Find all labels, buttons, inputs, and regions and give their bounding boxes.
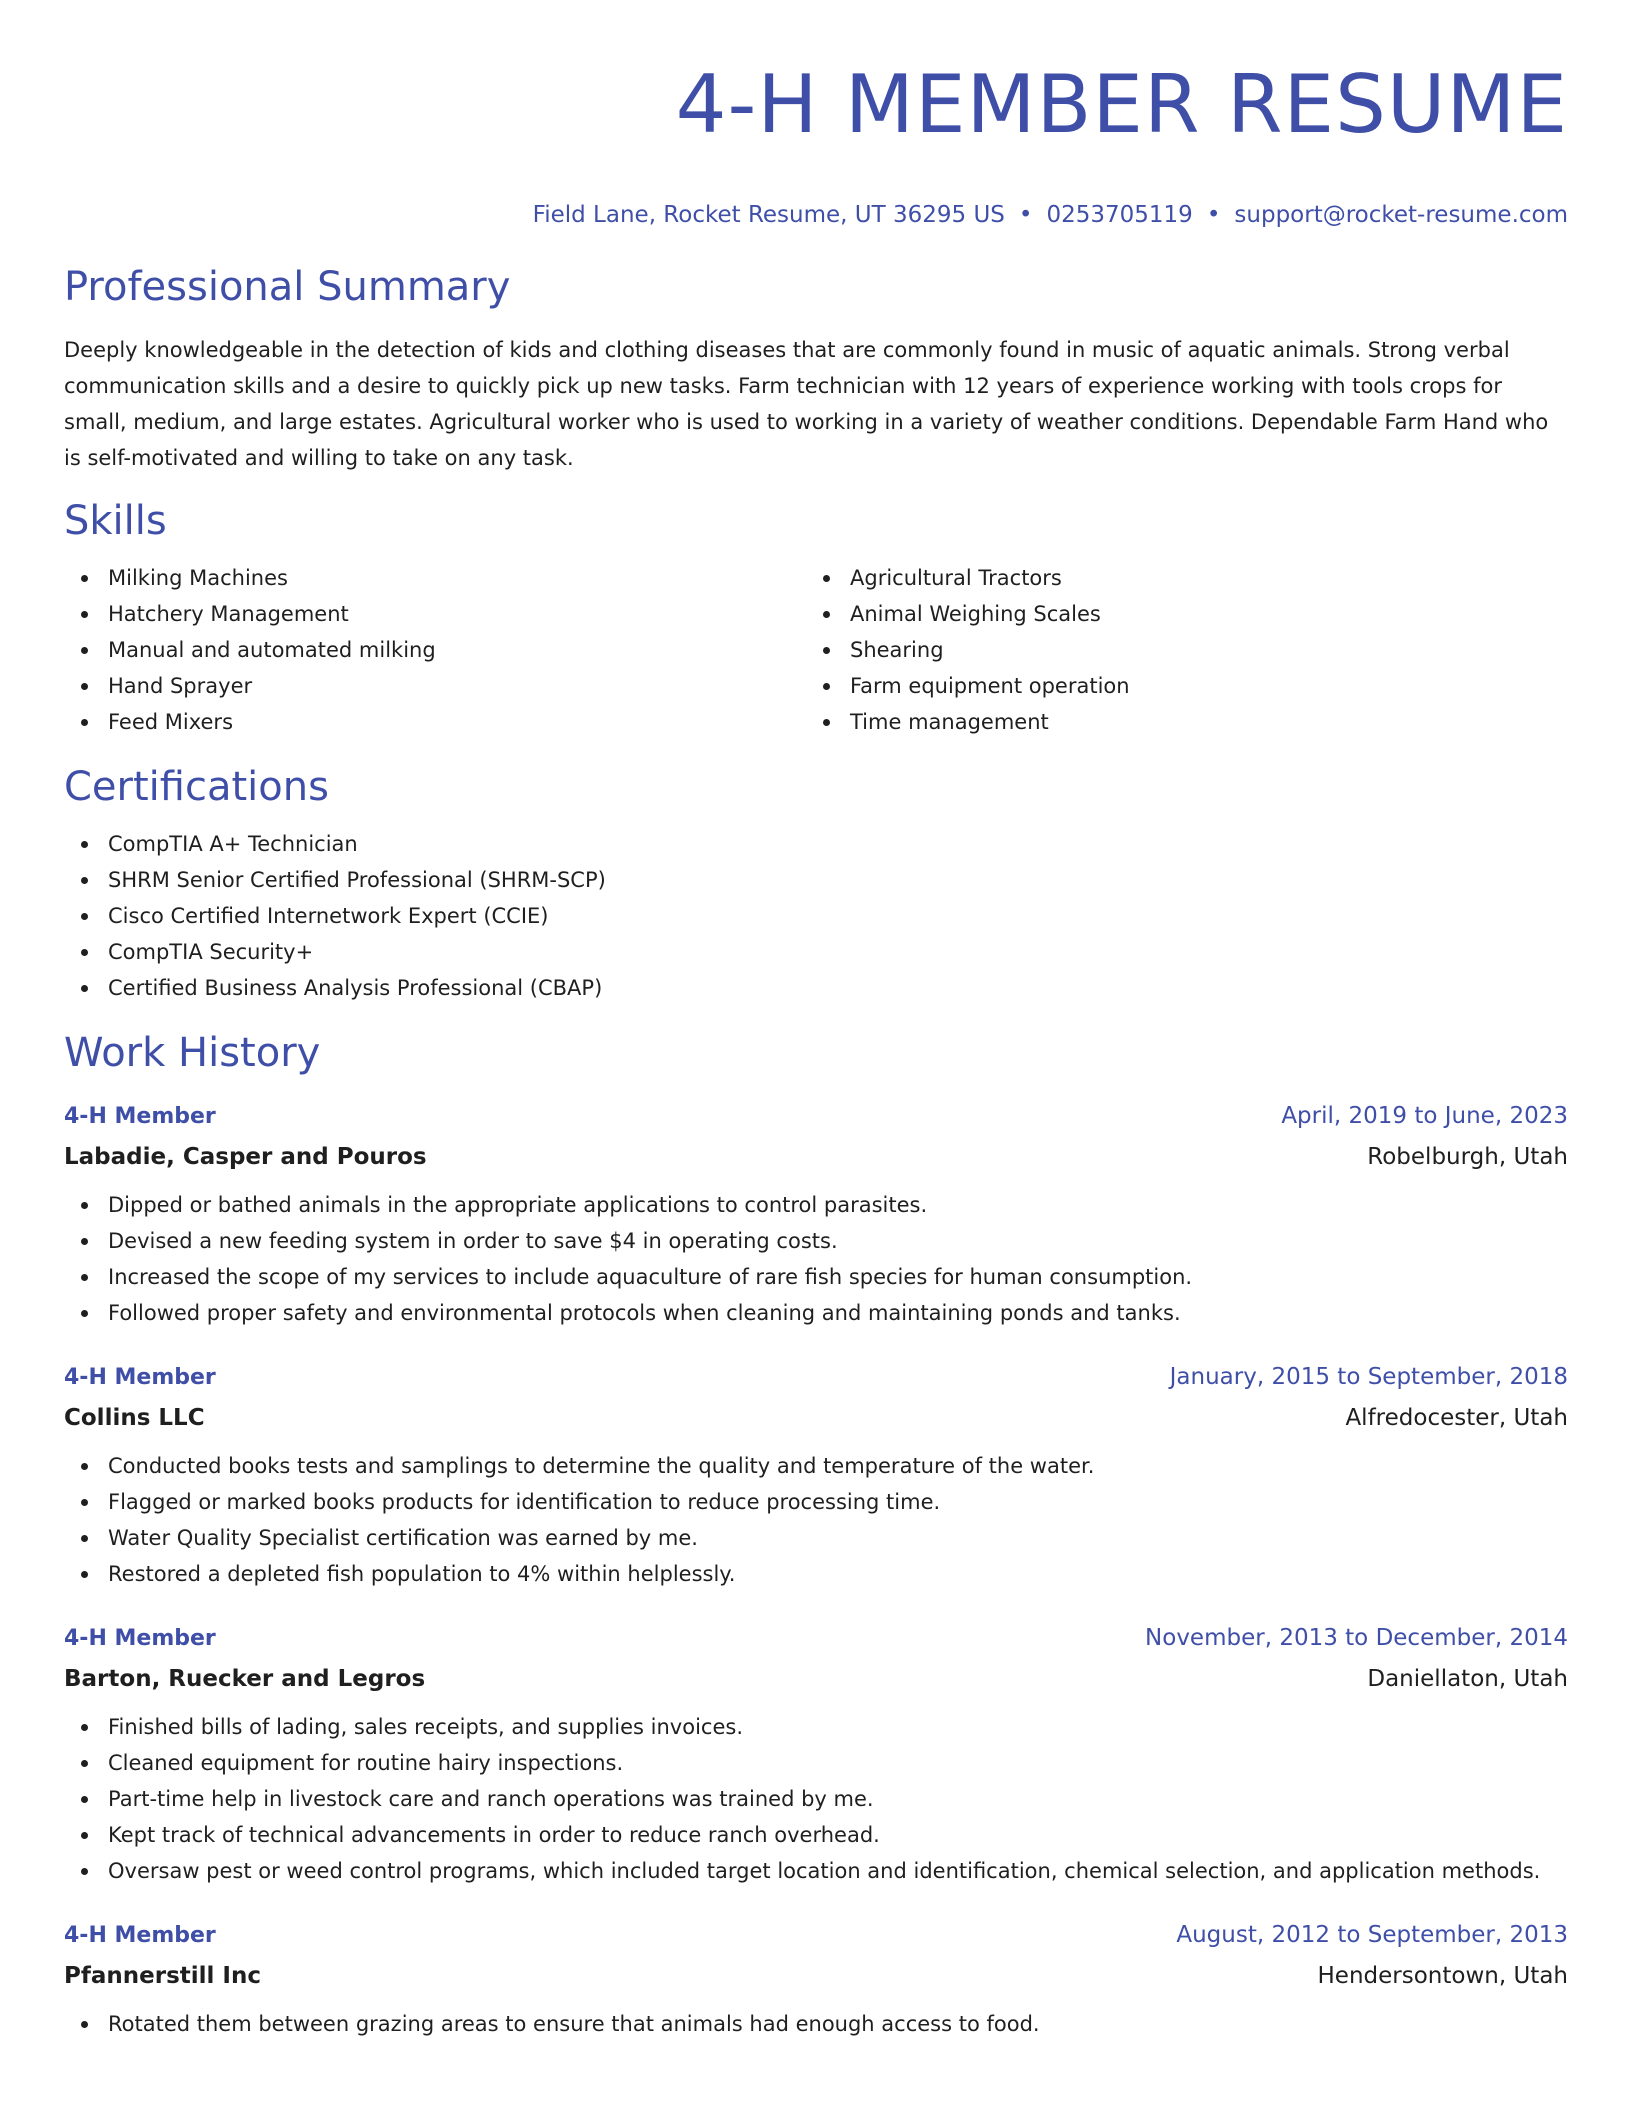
job-duty: Increased the scope of my services to include aquaculture of rare fish species for human consumption. xyxy=(64,1259,1568,1295)
resume-header xyxy=(64,50,1568,230)
resume-title: 4-H MEMBER RESUME xyxy=(675,58,1568,151)
job-entry xyxy=(64,1915,1568,2042)
job-header-row xyxy=(64,1357,1568,1398)
job-employer-row xyxy=(64,1137,1568,1177)
job-duties-list xyxy=(64,1187,1568,1331)
job-employer-row xyxy=(64,1956,1568,1996)
job-employer-row xyxy=(64,1398,1568,1438)
contact-phone: 0253705119 xyxy=(1046,202,1193,228)
job-duty: Kept track of technical advancements in order to reduce ranch overhead. xyxy=(64,1817,1568,1853)
job-header-row xyxy=(64,1915,1568,1956)
skills-heading: Skills xyxy=(64,498,167,544)
job-company: Labadie, Casper and Pouros xyxy=(64,1144,427,1170)
job-company: Pfannerstill Inc xyxy=(64,1963,261,1989)
job-duty: Water Quality Specialist certification was earned by me. xyxy=(64,1520,1568,1556)
contact-line xyxy=(64,200,1568,230)
job-company: Collins LLC xyxy=(64,1405,205,1431)
job-duty: Devised a new feeding system in order to save $4 in operating costs. xyxy=(64,1223,1568,1259)
job-dates: November, 2013 to December, 2014 xyxy=(1145,1625,1568,1651)
skills-grid xyxy=(64,560,1568,740)
skill-item: Agricultural Tractors xyxy=(806,560,1548,596)
job-role: 4-H Member xyxy=(64,1104,216,1129)
certifications-section xyxy=(64,762,1568,1006)
certifications-heading: Certifications xyxy=(64,764,329,810)
job-duty: Flagged or marked books products for identification to reduce processing time. xyxy=(64,1484,1568,1520)
job-duty: Finished bills of lading, sales receipts, and supplies invoices. xyxy=(64,1709,1568,1745)
job-duty: Conducted books tests and samplings to determine the quality and temperature of the water. xyxy=(64,1448,1568,1484)
job-duty: Dipped or bathed animals in the appropriate applications to control parasites. xyxy=(64,1187,1568,1223)
work-history-section xyxy=(64,1028,1568,2042)
skill-item: Shearing xyxy=(806,632,1548,668)
skills-list-left xyxy=(64,560,806,740)
job-duty: Part-time help in livestock care and ranch operations was trained by me. xyxy=(64,1781,1568,1817)
job-role: 4-H Member xyxy=(64,1365,216,1390)
job-duty: Restored a depleted fish population to 4% within helplessly. xyxy=(64,1556,1568,1592)
job-duty: Cleaned equipment for routine hairy inspections. xyxy=(64,1745,1568,1781)
skill-item: Manual and automated milking xyxy=(64,632,806,668)
skill-item: Milking Machines xyxy=(64,560,806,596)
job-duties-list xyxy=(64,1448,1568,1592)
job-company: Barton, Ruecker and Legros xyxy=(64,1666,426,1692)
skills-list-right xyxy=(806,560,1548,740)
skill-item: Time management xyxy=(806,704,1548,740)
job-employer-row xyxy=(64,1659,1568,1699)
job-location: Robelburgh, Utah xyxy=(1367,1144,1568,1170)
skill-item: Hatchery Management xyxy=(64,596,806,632)
skill-item: Animal Weighing Scales xyxy=(806,596,1548,632)
contact-separator: • xyxy=(1206,202,1221,228)
job-duties-list xyxy=(64,1709,1568,1889)
job-duty: Oversaw pest or weed control programs, which included target location and identification, chemical selection, and application methods. xyxy=(64,1853,1568,1889)
job-dates: January, 2015 to September, 2018 xyxy=(1169,1364,1568,1390)
job-role: 4-H Member xyxy=(64,1923,216,1948)
summary-heading: Professional Summary xyxy=(64,264,511,310)
job-entry xyxy=(64,1618,1568,1889)
summary-text: Deeply knowledgeable in the detection of kids and clothing diseases that are commonly found in music of aquatic animals. Strong verbal communication skills and a desire to quickly pick up new tasks. Farm technician with 12 years of experience working with tools crops for small, medium, and large estates. Agricultural worker who is used to working in a variety of weather conditions. Dependable Farm Hand who is self-motivated and willing to take on any task. xyxy=(64,338,1549,470)
job-duty: Rotated them between grazing areas to ensure that animals had enough access to food. xyxy=(64,2006,1568,2042)
certification-item: CompTIA A+ Technician xyxy=(64,826,1568,862)
certification-item: Certified Business Analysis Professional (CBAP) xyxy=(64,970,1568,1006)
job-location: Alfredocester, Utah xyxy=(1345,1405,1568,1431)
certification-item: CompTIA Security+ xyxy=(64,934,1568,970)
work-history-heading: Work History xyxy=(64,1030,321,1076)
job-entry xyxy=(64,1096,1568,1331)
certification-item: Cisco Certified Internetwork Expert (CCIE) xyxy=(64,898,1568,934)
job-location: Hendersontown, Utah xyxy=(1317,1963,1568,1989)
job-role: 4-H Member xyxy=(64,1626,216,1651)
job-header-row xyxy=(64,1618,1568,1659)
contact-email[interactable]: support@rocket-resume.com xyxy=(1234,202,1568,228)
job-duty: Followed proper safety and environmental protocols when cleaning and maintaining ponds and tanks. xyxy=(64,1295,1568,1331)
skill-item: Feed Mixers xyxy=(64,704,806,740)
contact-address: Field Lane, Rocket Resume, UT 36295 US xyxy=(532,202,1005,228)
skill-item: Farm equipment operation xyxy=(806,668,1548,704)
certifications-list xyxy=(64,826,1568,1006)
skill-item: Hand Sprayer xyxy=(64,668,806,704)
contact-separator: • xyxy=(1018,202,1033,228)
job-duties-list xyxy=(64,2006,1568,2042)
job-location: Daniellaton, Utah xyxy=(1367,1666,1568,1692)
job-header-row xyxy=(64,1096,1568,1137)
job-dates: August, 2012 to September, 2013 xyxy=(1176,1922,1568,1948)
certification-item: SHRM Senior Certified Professional (SHRM-SCP) xyxy=(64,862,1568,898)
job-dates: April, 2019 to June, 2023 xyxy=(1281,1103,1568,1129)
skills-section xyxy=(64,496,1568,740)
summary-section xyxy=(64,262,1568,476)
job-entry xyxy=(64,1357,1568,1592)
